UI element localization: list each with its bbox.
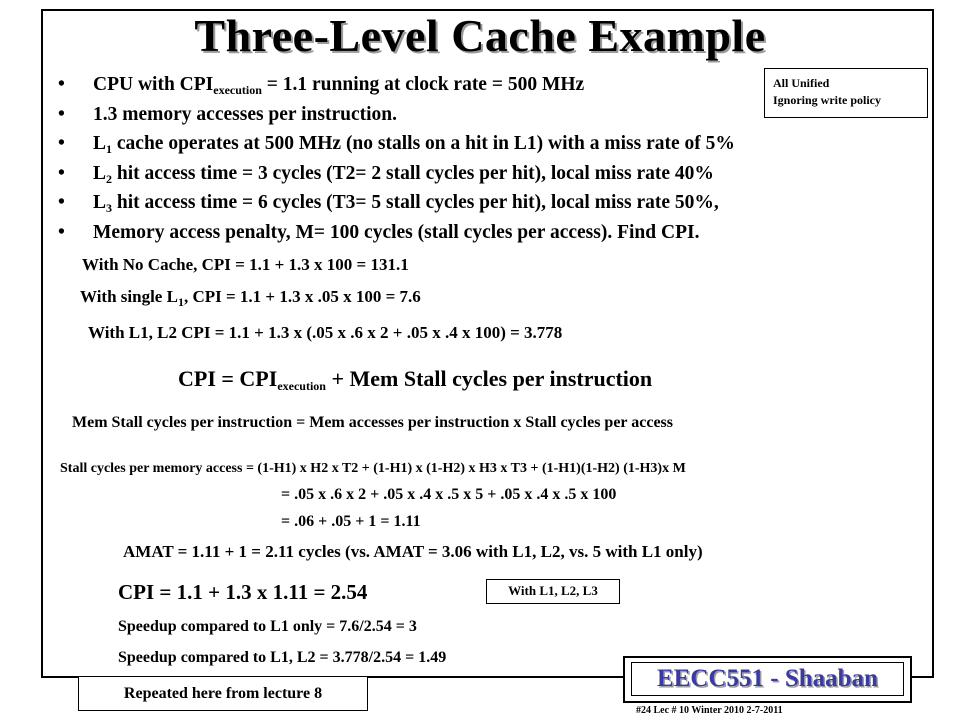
amat-line: AMAT = 1.11 + 1 = 2.11 cycles (vs. AMAT = 3.06 with L1, L2, vs. 5 with L1 only) — [123, 542, 703, 561]
repeated-note: Repeated here from lecture 8 — [78, 676, 368, 711]
bullet-item: • $L_3$ hit access time = 6 cycles (T3= 5 stall cycles per hit), local miss rate 50%, — [58, 192, 719, 215]
bullet-item: • CPU with $CPI_{execution} = 1.1$ running at clock rate = 500 MHz — [58, 74, 585, 97]
single-l1-line: With single $L_1$, CPI = 1.1 + 1.3 x .05 x 100 = 7.6 — [80, 287, 421, 309]
l1-l2-line: With L1, L2 CPI = 1.1 + 1.3 x (.05 x .6 x 2 + .05 x .4 x 100) = 3.778 — [88, 323, 563, 342]
slide-title: Three-Level Cache Example — [194, 10, 766, 61]
mem-stall-line: Mem Stall cycles per instruction = Mem accesses per instruction x Stall cycles per access — [72, 414, 673, 431]
cpi-formula: CPI = $CPI_{execution}$ + Mem Stall cycles per instruction — [178, 366, 653, 393]
calc-line-1: = .05 x .6 x 2 + .05 x .4 x .5 x 5 + .05 x .4 x .5 x 100 — [281, 486, 617, 503]
course-badge — [623, 656, 912, 703]
note-line: Ignoring write policy — [773, 93, 881, 107]
bullet-list — [58, 70, 735, 247]
unified-note — [764, 68, 928, 118]
slide-footer: #24 Lec # 10 Winter 2010 2-7-2011 — [636, 705, 783, 716]
no-cache-line: With No Cache, CPI = 1.1 + 1.3 x 100 = 131.1 — [82, 255, 409, 274]
bullet-item: • 1.3 memory accesses per instruction. — [58, 103, 397, 125]
bullet-item: • $L_2$ hit access time = 3 cycles (T2= 2 stall cycles per hit), local miss rate 40% — [58, 162, 714, 186]
speedup-l1: Speedup compared to L1 only = 7.6/2.54 = 3 — [118, 618, 417, 635]
note-line: All Unified — [773, 76, 830, 90]
bullet-item: • $L_1$ cache operates at 500 MHz (no stalls on a hit in L1) with a miss rate of 5% — [58, 133, 735, 156]
course-title: EECC551 - Shaaban — [631, 662, 904, 696]
calc-line-2: = .06 + .05 + 1 = 1.11 — [281, 513, 421, 530]
with-l1-l2-l3-box: With L1, L2, L3 — [486, 579, 620, 604]
stall-formula: Stall cycles per memory access = (1-H1) x H2 x T2 + (1-H1) x (1-H2) x H3 x T3 + (1-H1)(1-H2) (1-H3)x M — [60, 461, 686, 476]
cpi-result: CPI = 1.1 + 1.3 x 1.11 = 2.54 — [118, 580, 368, 604]
speedup-l1-l2: Speedup compared to L1, L2 = 3.778/2.54 = 1.49 — [118, 649, 447, 666]
bullet-item: • Memory access penalty, M= 100 cycles (stall cycles per access). Find CPI. — [58, 221, 700, 243]
